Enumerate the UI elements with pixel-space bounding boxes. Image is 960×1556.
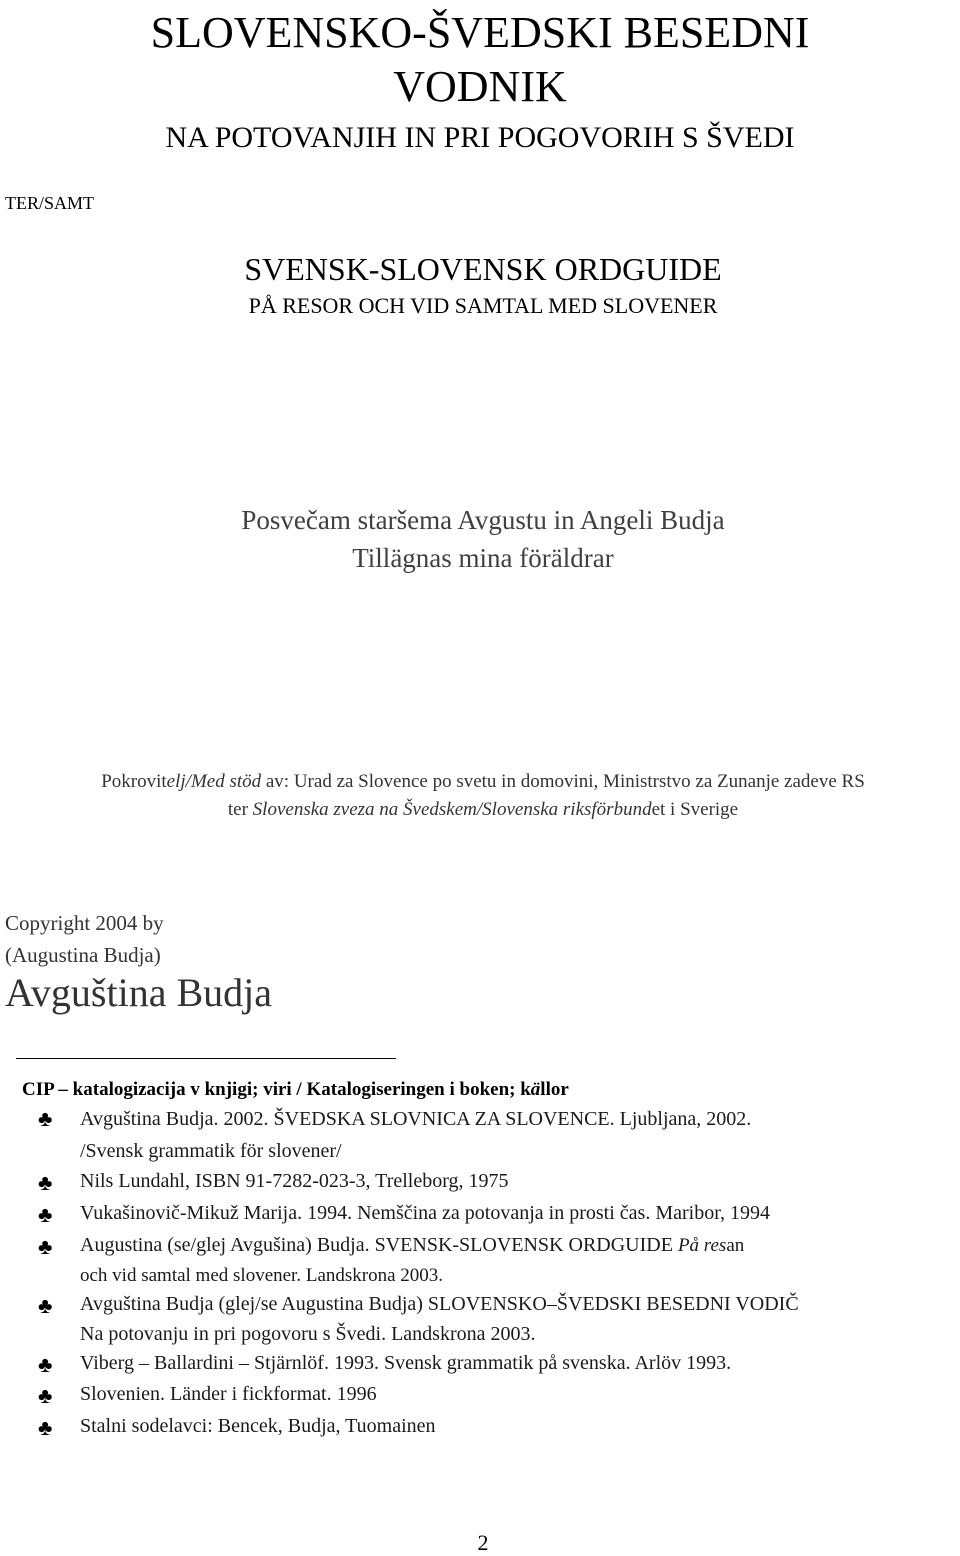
club-suit-icon: ♣ [38,1352,53,1377]
reference-3: Vukašinovič-Mikuž Marija. 1994. Nemščina za potovanja in prosti čas. Maribor, 1994 [80,1202,771,1224]
club-suit-icon: ♣ [38,1415,53,1440]
sponsor-line-2: ter Slovenska zveza na Švedskem/Slovenska riksförbundet i Sverige [227,799,739,820]
sponsor-line-1: Pokrovitelj/Med stöd av: Urad za Slovence po svetu in domovini, Ministrstvo za Zunanje zadeve RS [101,771,865,792]
reference-8: Stalni sodelavci: Bencek, Budja, Tuomainen [80,1415,436,1437]
dedication-line-1: Posvečam staršema Avgustu in Angeli Budja [241,505,725,535]
copyright-line: Copyright 2004 by [5,911,164,935]
reference-6: Viberg – Ballardini – Stjärnlöf. 1993. Svensk grammatik på svenska. Arlöv 1993. [80,1352,732,1374]
swedish-title: SVENSK-SLOVENSK ORDGUIDE [244,251,722,287]
subtitle: NA POTOVANJIH IN PRI POGOVORIH S ŠVEDI [165,121,795,154]
club-suit-icon: ♣ [38,1170,53,1195]
reference-4: Augustina (se/glej Avgušina) Budja. SVENSK-SLOVENSK ORDGUIDE På resan [80,1234,745,1256]
reference-7: Slovenien. Länder i fickformat. 1996 [80,1383,377,1405]
divider-rule [16,1058,396,1059]
reference-5-cont: Na potovanju in pri pogovoru s Švedi. Landskrona 2003. [80,1323,536,1345]
copyright-holder: (Augustina Budja) [5,943,161,967]
club-suit-icon: ♣ [38,1106,53,1131]
reference-4-cont: och vid samtal med slovener. Landskrona 2003. [80,1265,444,1286]
reference-1: Avguština Budja. 2002. ŠVEDSKA SLOVNICA ZA SLOVENCE. Ljubljana, 2002. [80,1108,752,1130]
page-number: 2 [477,1530,489,1555]
title-line-1: SLOVENSKO-ŠVEDSKI BESEDNI [150,8,810,57]
reference-2: Nils Lundahl, ISBN 91-7282-023-3, Trelleborg, 1975 [80,1170,509,1192]
club-suit-icon: ♣ [38,1383,53,1408]
club-suit-icon: ♣ [38,1202,53,1227]
swedish-subtitle: PÅ RESOR OCH VID SAMTAL MED SLOVENER [248,293,718,318]
reference-5: Avguština Budja (glej/se Augustina Budja) SLOVENSKO–ŠVEDSKI BESEDNI VODIČ [80,1293,799,1315]
dedication-line-2: Tillägnas mina föräldrar [352,543,614,573]
club-suit-icon: ♣ [38,1234,53,1259]
connector: TER/SAMT [5,193,95,213]
club-suit-icon: ♣ [38,1293,53,1318]
author-name: Avguština Budja [5,970,273,1015]
cip-heading: CIP – katalogizacija v knjigi; viri / Katalogiseringen i boken; källor [22,1079,569,1100]
reference-1-cont: /Svensk grammatik för slovener/ [80,1140,342,1162]
title-line-2: VODNIK [393,62,567,111]
